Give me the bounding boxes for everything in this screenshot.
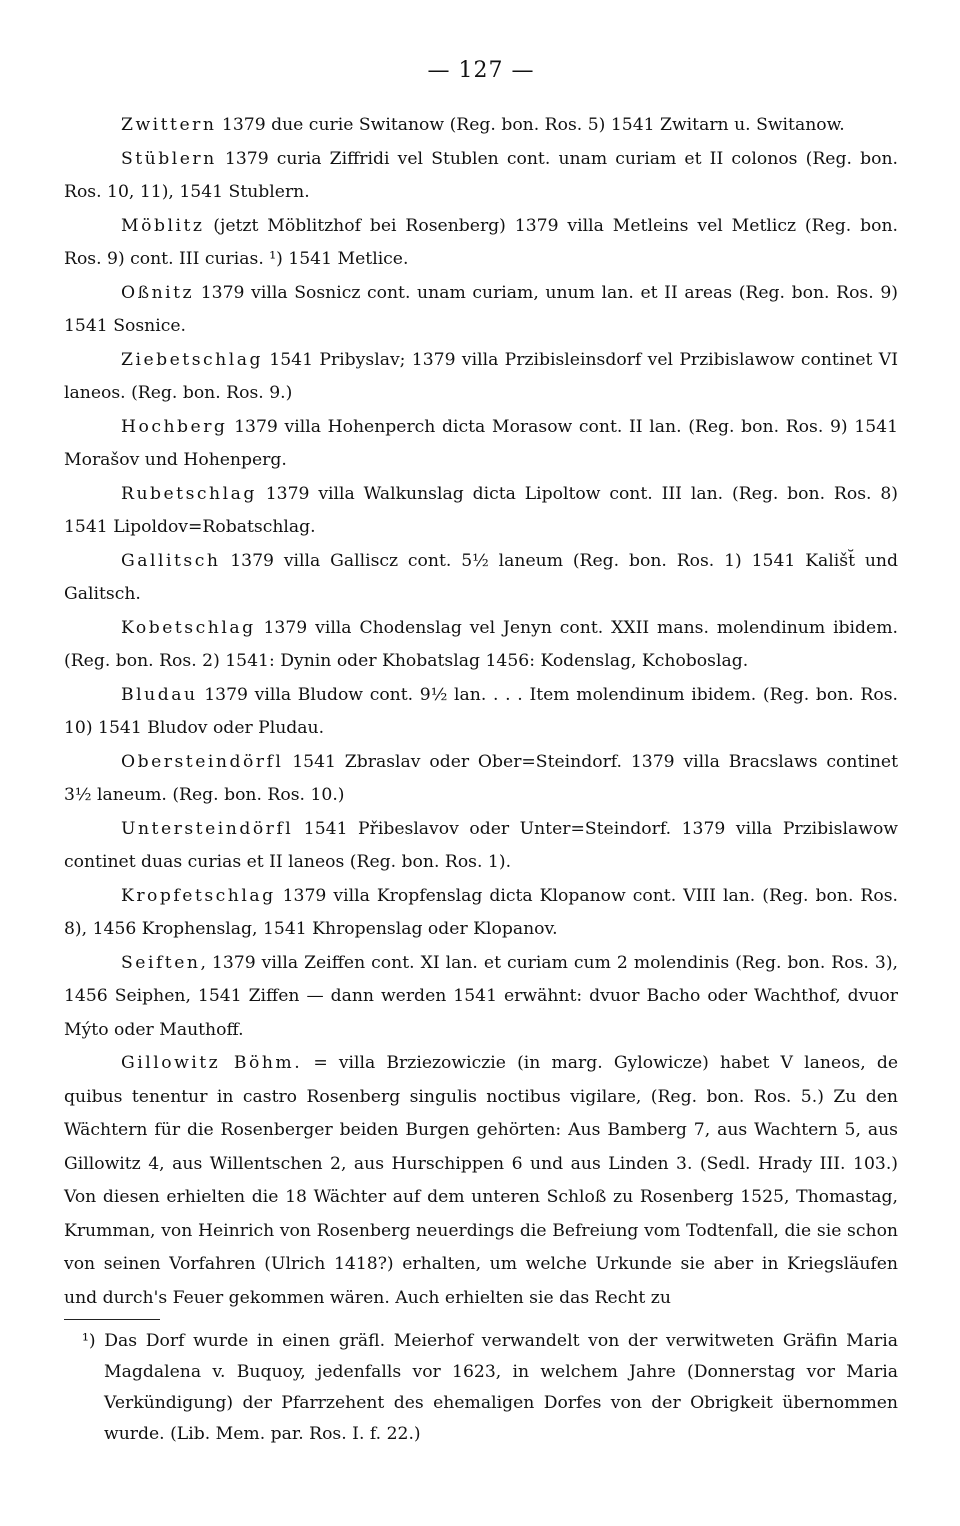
entry-text: (jetzt Möblitzhof bei Rosenberg) 1379 villa Metleins vel Metlicz (Reg. bon. Ros. 9) cont. III curias. ¹) 1541 Metlice.: [64, 215, 898, 269]
entry-heading: Seiften: [121, 952, 201, 973]
entry-text: 1379 due curie Switanow (Reg. bon. Ros. 5) 1541 Zwitarn u. Switanow.: [216, 115, 845, 135]
entry-obersteindoerfl: [64, 746, 898, 813]
entry-ossnitz: [64, 277, 898, 344]
footnote: [64, 1326, 898, 1450]
entry-text: 1379 villa Bludow cont. 9½ lan. . . . Item molendinum ibidem. (Reg. bon. Ros. 10) 1541 Bludov oder Pludau.: [64, 684, 898, 738]
entries-list: [64, 109, 898, 1315]
entry-heading: Obersteindörfl: [121, 751, 284, 772]
entry-heading: Kobetschlag: [121, 617, 256, 638]
entry-rubetschlag: [64, 478, 898, 545]
footnote-divider: [64, 1319, 160, 1320]
entry-untersteindoerfl: [64, 813, 898, 880]
entry-kobetschlag: [64, 612, 898, 679]
entry-heading: Oßnitz: [121, 282, 195, 303]
entry-text: 1379 villa Galliscz cont. 5½ laneum (Reg. bon. Ros. 1) 1541 Kališt̆ und Galitsch.: [64, 550, 898, 604]
entry-heading: Möblitz: [121, 215, 205, 236]
entry-hochberg: [64, 411, 898, 478]
entry-heading: Hochberg: [121, 416, 228, 437]
entry-text: 1379 villa Walkunslag dicta Lipoltow cont. III lan. (Reg. bon. Ros. 8) 1541 Lipoldov=Robatschlag.: [64, 483, 898, 537]
entry-heading: Gillowitz Böhm.: [121, 1053, 303, 1073]
entry-gallitsch: [64, 545, 898, 612]
entry-heading: Ziebetschlag: [121, 349, 263, 370]
footnote-text: Das Dorf wurde in einen gräfl. Meierhof verwandelt von der verwitweten Gräfin Maria Magdalena v. Buquoy, jedenfalls vor 1623, in welchem Jahre (Donnerstag vor Maria Verkündigung) der Pfarrzehent des ehemaligen Dorfes von der Obrigkeit übernommen wurde. (Lib. Mem. par. Ros. I. f. 22.): [95, 1331, 898, 1444]
entry-text: = villa Brziezowiczie (in marg. Gylowicze) habet V laneos, de quibus tenentur in castro Rosenberg singulis noctibus vigilare, (Reg. bon. Ros. 5.) Zu den Wächtern für die Rosenberger beiden Burgen gehörten: Aus Bamberg 7, aus Wachtern 5, aus Gillowitz 4, aus Willentschen 2, aus Hurschippen 6 und aus Linden 3. (Sedl. Hrady III. 103.) Von diesen erhielten die 18 Wächter auf dem unteren Schloß zu Rosenberg 1525, Thomastag, Krumman, von Heinrich von Rosenberg neuerdings die Befreiung vom Todtenfall, die sie schon von seinen Vorfahren (Ulrich 1418?) erhalten, um welche Urkunde sie aber in Kriegsläufen und durch's Feuer gekommen wären. Auch erhielten sie das Recht zu: [64, 1053, 899, 1308]
document-page: [64, 58, 898, 1450]
entry-heading: Gallitsch: [121, 550, 221, 571]
entry-text: 1541 Zbraslav oder Ober=Steindorf. 1379 villa Bracslaws continet 3½ laneum. (Reg. bon. Ros. 10.): [64, 751, 898, 805]
entry-heading: Zwittern: [121, 115, 217, 135]
footnote-marker: ¹): [82, 1331, 96, 1351]
entry-text: 1541 Pribyslav; 1379 villa Przibisleinsdorf vel Przibislawow continet VI laneos. (Reg. bon. Ros. 9.): [64, 349, 898, 403]
entry-heading: Kropfetschlag: [121, 885, 276, 906]
entry-seiften: [64, 947, 898, 1048]
entry-heading: Untersteindörfl: [121, 818, 294, 839]
entry-zwittern: [64, 109, 898, 143]
entry-text: 1379 villa Chodenslag vel Jenyn cont. XXII mans. molendinum ibidem. (Reg. bon. Ros. 2) 1541: Dynin oder Khobatslag 1456: Kodenslag, Kchoboslag.: [64, 617, 898, 671]
entry-ziebetschlag: [64, 344, 898, 411]
entry-text: , 1379 villa Zeiffen cont. XI lan. et curiam cum 2 molendinis (Reg. bon. Ros. 3), 1456 Seiphen, 1541 Ziffen — dann werden 1541 erwähnt: dvuor Bacho oder Wachthof, dvuor Mýto oder Mauthoff.: [64, 952, 898, 1040]
entry-text: 1379 curia Ziffridi vel Stublen cont. unam curiam et II colonos (Reg. bon. Ros. 10, 11), 1541 Stublern.: [64, 148, 898, 202]
entry-text: 1379 villa Sosnicz cont. unam curiam, unum lan. et II areas (Reg. bon. Ros. 9) 1541 Sosnice.: [64, 282, 898, 336]
entry-stueblern: [64, 143, 898, 210]
entry-gillowitz: [64, 1047, 898, 1315]
entry-text: 1541 Přibeslavov oder Unter=Steindorf. 1379 villa Przibislawow continet duas curias et II laneos (Reg. bon. Ros. 1).: [64, 818, 898, 872]
entry-heading: Bludau: [121, 684, 198, 705]
entry-text: 1379 villa Hohenperch dicta Morasow cont. II lan. (Reg. bon. Ros. 9) 1541 Morašov und Hohenperg.: [64, 416, 898, 470]
entry-text: 1379 villa Kropfenslag dicta Klopanow cont. VIII lan. (Reg. bon. Ros. 8), 1456 Krophenslag, 1541 Khropenslag oder Klopanov.: [64, 885, 898, 939]
entry-moeblitz: [64, 210, 898, 277]
entry-heading: Stüblern: [121, 148, 217, 169]
page-number: — 127 —: [427, 58, 535, 83]
entry-bludau: [64, 679, 898, 746]
entry-heading: Rubetschlag: [121, 483, 257, 504]
entry-kropfetschlag: [64, 880, 898, 947]
